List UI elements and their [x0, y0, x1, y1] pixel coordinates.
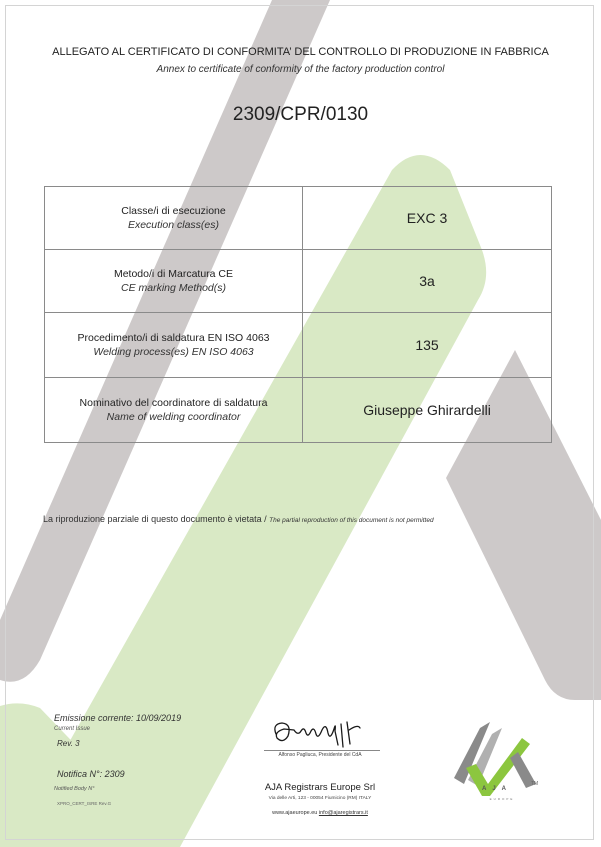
label-english: Execution class(es): [127, 219, 220, 231]
logo-wordmark: AJA: [481, 786, 512, 792]
ce-marking-method-value: 3a: [303, 250, 552, 313]
reproduction-notice-english: The partial reproduction of this document is not permitted: [269, 517, 434, 524]
notified-body-number: Notifica N°: 2309: [57, 769, 125, 779]
document-reference: XPRO_CERT_ISRE Rev.G: [57, 801, 112, 806]
president-signature: [268, 716, 378, 752]
label-english: Name of welding coordinator: [106, 411, 241, 423]
certificate-number: 2309/CPR/0130: [232, 104, 369, 125]
company-contacts: [220, 810, 420, 816]
signature-line: [264, 750, 380, 751]
reproduction-notice-italian: La riproduzione parziale di questo documento è vietata /: [43, 514, 267, 524]
reproduction-notice: [43, 514, 434, 524]
table-label-cell: [45, 378, 303, 443]
label-english: Welding process(es) EN ISO 4063: [93, 346, 254, 358]
company-address: Via delle Arti, 123 - 00054 Fiumicino (RM) ITALY: [268, 796, 372, 801]
label-italian: Procedimento/i di saldatura EN ISO 4063: [77, 332, 270, 344]
table-row-ce-marking: [45, 250, 552, 313]
table-label-cell: [45, 187, 303, 250]
welding-coordinator-value: Giuseppe Ghirardelli: [303, 378, 552, 443]
table-row-execution-class: [45, 187, 552, 250]
current-issue-label-english: Current Issue: [54, 726, 91, 732]
label-italian: Classe/i di esecuzione: [121, 205, 226, 217]
certificate-details-table: [44, 186, 552, 443]
table-row-welding-coordinator: [45, 378, 552, 443]
company-name: AJA Registrars Europe Srl: [264, 782, 376, 793]
revision-number: Rev. 3: [57, 739, 80, 748]
table-label-cell: [45, 250, 303, 313]
table-label-cell: [45, 313, 303, 378]
label-italian: Metodo/i di Marcatura CE: [113, 268, 234, 280]
signer-name: Alfonso Pagliuca, Presidente del CdA: [278, 752, 362, 758]
logo-subtext: EUROPE: [489, 797, 515, 801]
execution-class-value: EXC 3: [303, 187, 552, 250]
notified-body-label-english: Notified Body N°: [54, 786, 95, 792]
current-issue-date: Emissione corrente: 10/09/2019: [54, 713, 182, 723]
annex-title-english: Annex to certificate of conformity of the factory production control: [156, 64, 445, 75]
welding-process-value: 135: [303, 313, 552, 378]
label-english: CE marking Method(s): [120, 282, 227, 294]
logo-trademark: TM: [531, 781, 539, 787]
label-italian: Nominativo del coordinatore di saldatura: [79, 397, 268, 409]
email-link[interactable]: info@ajaregistrars.it: [318, 810, 368, 816]
website-link[interactable]: www.ajaeurope.eu: [272, 810, 318, 816]
table-row-welding-process: [45, 313, 552, 378]
annex-title-italian: ALLEGATO AL CERTIFICATO DI CONFORMITA’ DEL CONTROLLO DI PRODUZIONE IN FABBRICA: [52, 46, 549, 58]
